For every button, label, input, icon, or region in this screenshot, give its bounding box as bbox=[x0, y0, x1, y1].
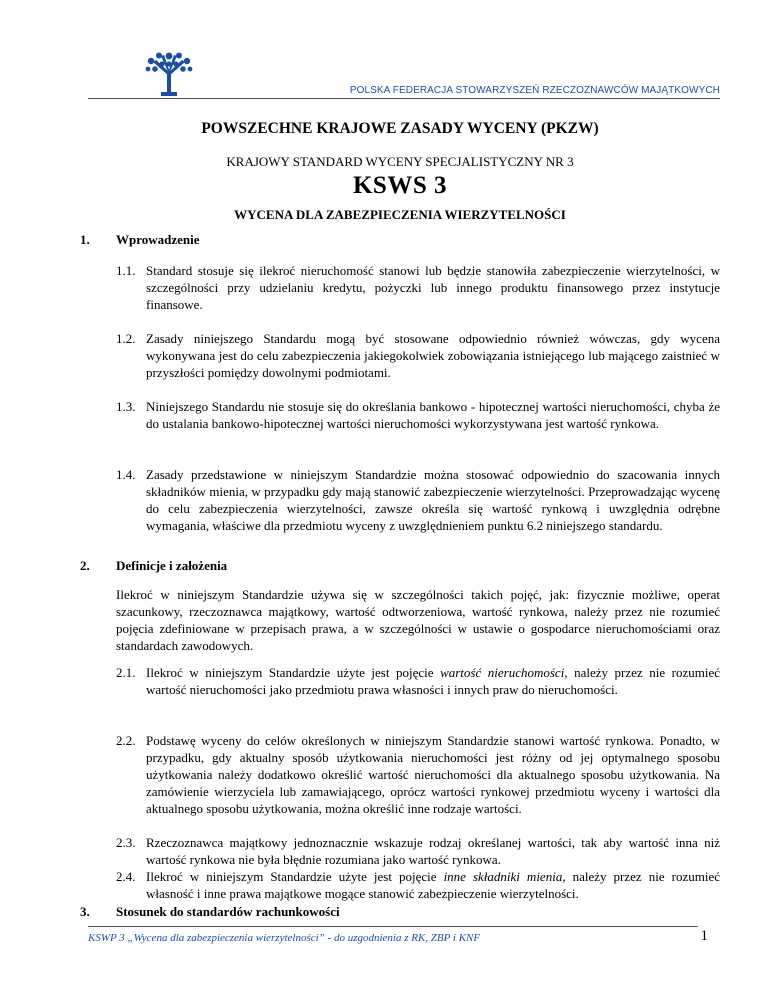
item-text: Standard stosuje się ilekroć nieruchomość stanowi lub będzie stanowiła zabezpieczenie wierzytelności, w szczególności przy udzielaniu kredytu, pożyczki lub innego produktu finansowego przez instytucje finansowe. bbox=[146, 263, 720, 312]
list-item bbox=[116, 732, 720, 817]
pfsrm-tree-logo-icon bbox=[145, 52, 193, 98]
standard-subtitle: WYCENA DLA ZABEZPIECZENIA WIERZYTELNOŚCI bbox=[234, 207, 566, 222]
list-item bbox=[116, 466, 720, 534]
section-title: Definicje i założenia bbox=[116, 558, 228, 573]
footer-divider bbox=[88, 926, 698, 927]
item-text-part: , należy przez nie rozumieć wartość nieruchomości jako przedmiotu prawa własności i innych praw do nieruchomości. bbox=[146, 665, 720, 697]
list-item bbox=[116, 664, 720, 698]
item-text-part: , należy przez nie rozumieć własność i inne prawa majątkowe mogące stanowić zabezpieczenie wierzytelności. bbox=[146, 869, 720, 901]
list-item bbox=[116, 834, 720, 868]
list-item bbox=[116, 398, 720, 432]
defined-term: wartość nieruchomości bbox=[440, 665, 565, 680]
item-number: 1.3. bbox=[116, 399, 136, 414]
item-text: Podstawę wyceny do celów określonych w niniejszym Standardzie stanowi wartość rynkowa. Ponadto, w przypadku, gdy aktualny sposób użytkowania nieruchomości jest różny od jej optymalnego sposobu użytkowania należy dodatkowo określić wartość nieruchomości dla aktualnego sposobu użytkowania. Na zamówienie wierzyciela lub zamawiającego, oprócz wartości rynkowej przedmiotu wyceny i wartości dla aktualnego sposobu użytkowania, można określić inne rodzaje wartości. bbox=[146, 733, 720, 816]
item-number: 2.2. bbox=[116, 733, 136, 748]
standard-name: KRAJOWY STANDARD WYCENY SPECJALISTYCZNY NR 3 bbox=[226, 154, 574, 169]
header-divider bbox=[88, 98, 720, 99]
section-heading-1 bbox=[80, 232, 200, 248]
item-text: Zasady przedstawione w niniejszym Standardzie można stosować odpowiednio do szacowania innych składników mienia, w przypadku gdy mają stanowić zabezpieczenie wierzytelności. Przeprowadzając wycenę do celu zabezpieczenia wierzytelności, zawsze określa się wartość rynkową i uwzględnia odrębne wymagania, właściwe dla przedmiotu wyceny z uwzględnieniem punktu 6.2 niniejszego standardu. bbox=[146, 467, 720, 533]
item-number: 2.4. bbox=[116, 869, 136, 884]
item-number: 2.1. bbox=[116, 665, 136, 680]
header-organization-name: POLSKA FEDERACJA STOWARZYSZEŃ RZECZOZNAWCÓW MAJĄTKOWYCH bbox=[349, 85, 720, 96]
section-title: Wprowadzenie bbox=[116, 232, 200, 247]
item-text: Rzeczoznawca majątkowy jednoznacznie wskazuje rodzaj określanej wartości, tak aby wartość inna niż wartość rynkowa nie była błędnie rozumiana jako wartość rynkowa. bbox=[146, 835, 720, 867]
item-number: 1.4. bbox=[116, 467, 136, 482]
item-text-part: Ilekroć w niniejszym Standardzie użyte jest pojęcie bbox=[146, 869, 444, 884]
item-number: 1.1. bbox=[116, 263, 136, 278]
section-2-intro: Ilekroć w niniejszym Standardzie używa się w szczególności takich pojęć, jak: fizycznie możliwe, operat szacunkowy, rzeczoznawca majątkowy, wartość odtworzeniowa, wartość rynkowa, należy przez nie rozumieć pojęcia zdefiniowane w przepisach prawa, a w szczególności w ustawie o gospodarce nieruchomościami oraz standardach zawodowych. bbox=[116, 587, 720, 653]
item-text: Zasady niniejszego Standardu mogą być stosowane odpowiednio również wówczas, gdy wycena wykonywana jest do celu zabezpieczenia jakiegokolwiek zobowiązania istniejącego lub mającego zaistnieć w przyszłości pomiędzy dowolnymi podmiotami. bbox=[146, 331, 720, 380]
item-text-part: Ilekroć w niniejszym Standardzie użyte jest pojęcie bbox=[146, 665, 441, 680]
section-number: 1. bbox=[80, 232, 90, 247]
item-number: 1.2. bbox=[116, 331, 136, 346]
list-item bbox=[116, 330, 720, 381]
list-item bbox=[116, 262, 720, 313]
item-number: 2.3. bbox=[116, 835, 136, 850]
footer-document-label: KSWP 3 „Wycena dla zabezpieczenia wierzytelności” - do uzgodnienia z RK, ZBP i KNF bbox=[88, 932, 481, 944]
list-item bbox=[116, 868, 720, 902]
section-number: 2. bbox=[80, 558, 90, 573]
page-number: 1 bbox=[700, 928, 708, 944]
section-heading-3 bbox=[80, 904, 340, 920]
standard-code: KSWS 3 bbox=[352, 172, 447, 199]
document-main-title: POWSZECHNE KRAJOWE ZASADY WYCENY (PKZW) bbox=[201, 120, 599, 137]
item-text: Niniejszego Standardu nie stosuje się do określania bankowo - hipotecznej wartości nieruchomości, chyba że do ustalania bankowo-hipotecznej wartości nieruchomości wykorzystywana jest wartość rynkowa. bbox=[146, 399, 720, 431]
defined-term: inne składniki mienia bbox=[443, 869, 563, 884]
section-title: Stosunek do standardów rachunkowości bbox=[116, 904, 340, 919]
section-number: 3. bbox=[80, 904, 90, 919]
section-heading-2 bbox=[80, 558, 227, 574]
